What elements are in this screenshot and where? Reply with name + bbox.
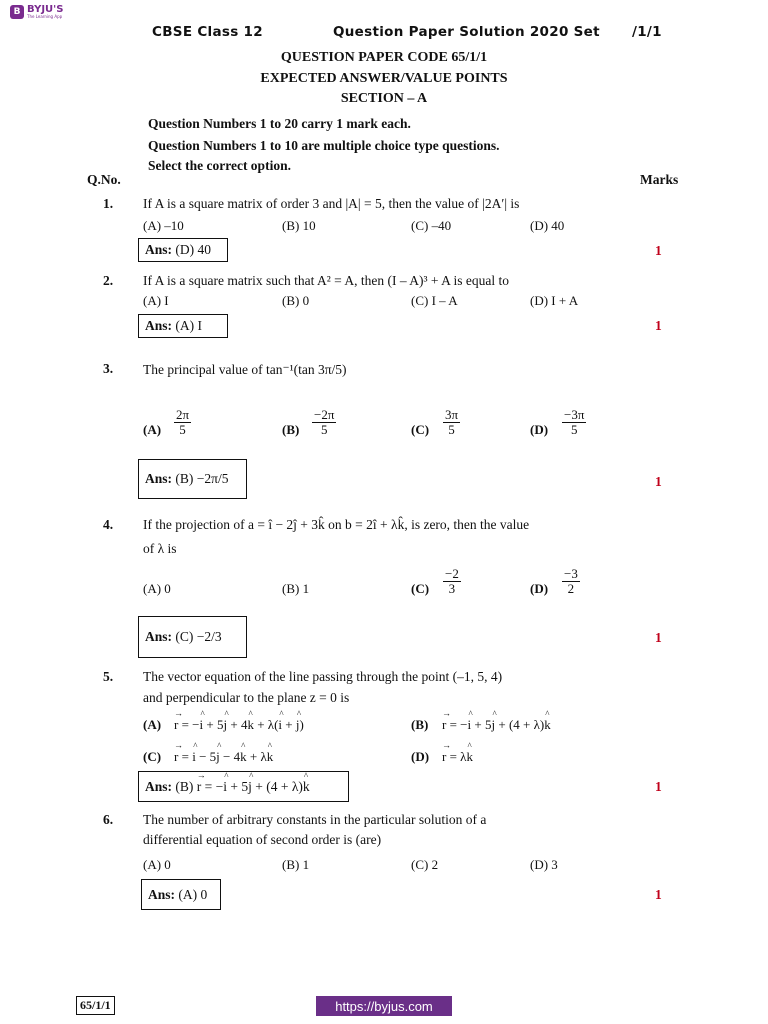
question-text: The vector equation of the line passing through the point (–1, 5, 4) <box>143 669 503 684</box>
answer-equation: → r = −^ i + 5^ j + (4 + λ)^ k <box>197 779 310 795</box>
option-c: (C) <box>143 749 162 764</box>
mark-value: 1 <box>655 887 662 902</box>
option-a: (A) 0 <box>143 857 171 872</box>
option-d: (D) 3 <box>530 857 558 872</box>
question-number: 3. <box>103 361 114 376</box>
answer-label: Ans: <box>145 318 173 333</box>
option-c: (C) <box>411 581 430 596</box>
question-number: 4. <box>103 517 114 532</box>
answer-value: (B) <box>175 778 194 794</box>
option-d: (D) <box>530 422 549 437</box>
byjus-logo-icon: B <box>10 5 24 19</box>
option-c: (C) I – A <box>411 293 458 308</box>
option-d-value: $\frac{-3\pi}{5}$ <box>564 407 585 437</box>
question-text-line-2: of λ is <box>143 541 177 556</box>
option-b: (B) <box>411 717 429 732</box>
option-d: (D) <box>411 749 430 764</box>
option-c-value: $\frac{3\pi}{5}$ <box>445 407 459 437</box>
header-title: Question Paper Solution 2020 Set <box>333 24 600 40</box>
question-text: The principal value of tan⁻¹(tan 3π/5) <box>143 362 347 377</box>
mark-value: 1 <box>655 318 662 333</box>
question-text-line-2: and perpendicular to the plane z = 0 is <box>143 690 350 705</box>
section-title: SECTION – A <box>340 91 428 106</box>
answer-value: (B) −2π/5 <box>175 471 229 486</box>
footer-url-link[interactable]: https://byjus.com <box>316 996 452 1016</box>
instruction-3: Select the correct option. <box>148 158 291 173</box>
answer-box <box>138 616 247 658</box>
option-b-value: → r = −^ i + 5^ j + (4 + λ)^ k <box>442 717 551 733</box>
option-a: (A) –10 <box>143 218 184 233</box>
option-b: (B) 0 <box>282 293 310 308</box>
mark-value: 1 <box>655 630 662 645</box>
option-b: (B) <box>282 422 300 437</box>
question-number: 6. <box>103 812 114 827</box>
question-number: 1. <box>103 196 114 211</box>
question-text: If the projection of a = î − 2ĵ + 3k̂ on b = 2î + λk̂, is zero, then the value <box>143 517 530 532</box>
option-a: (A) <box>143 717 162 732</box>
option-a: (A) I <box>143 293 169 308</box>
option-c: (C) <box>411 422 430 437</box>
option-b-value: $\frac{-2\pi}{5}$ <box>314 407 335 437</box>
option-c: (C) –40 <box>411 218 452 233</box>
question-text: If A is a square matrix of order 3 and |A| = 5, then the value of |2A′| is <box>143 196 520 211</box>
question-text: If A is a square matrix such that A² = A, then (I – A)³ + A is equal to <box>143 273 510 288</box>
question-text-line-2: differential equation of second order is (are) <box>143 832 382 847</box>
instruction-2: Question Numbers 1 to 10 are multiple choice type questions. <box>148 138 500 153</box>
answer-box <box>138 314 228 338</box>
logo-tagline: The Learning App <box>27 14 63 19</box>
footer-paper-code: 65/1/1 <box>76 996 115 1015</box>
answer-value: (A) 0 <box>178 886 208 902</box>
paper-code: QUESTION PAPER CODE 65/1/1 <box>280 50 488 65</box>
answer-label: Ans: <box>145 242 173 257</box>
expected-answers-title: EXPECTED ANSWER/VALUE POINTS <box>260 71 508 86</box>
mark-value: 1 <box>655 779 662 794</box>
option-d: (D) <box>530 581 549 596</box>
answer-label: Ans: <box>145 778 173 794</box>
option-a: (A) <box>143 422 162 437</box>
option-c-value: $\frac{-2}{3}$ <box>445 566 459 596</box>
logo-text: BYJU'S <box>27 4 64 15</box>
answer-label: Ans: <box>145 471 173 486</box>
marks-header: Marks <box>640 172 679 187</box>
option-b: (B) 1 <box>282 581 310 596</box>
byjus-logo <box>10 5 63 19</box>
mark-value: 1 <box>655 474 662 489</box>
answer-box <box>138 771 349 802</box>
question-number: 2. <box>103 273 114 288</box>
option-d-value: → r = λ^ k <box>442 749 473 765</box>
option-d-value: $\frac{-3}{2}$ <box>564 566 578 596</box>
answer-box <box>138 238 228 262</box>
answer-box <box>141 879 221 910</box>
mark-value: 1 <box>655 243 662 258</box>
answer-label: Ans: <box>145 629 173 644</box>
option-c: (C) 2 <box>411 857 439 872</box>
option-b: (B) 10 <box>282 218 316 233</box>
answer-value: (C) −2/3 <box>175 629 222 644</box>
option-d: (D) 40 <box>530 218 565 233</box>
header-class: CBSE Class 12 <box>152 24 263 40</box>
qno-header: Q.No. <box>87 172 121 187</box>
option-b: (B) 1 <box>282 857 310 872</box>
answer-label: Ans: <box>148 886 176 902</box>
answer-value: (D) 40 <box>175 242 212 257</box>
question-number: 5. <box>103 669 114 684</box>
option-d: (D) I + A <box>530 293 579 308</box>
question-text: The number of arbitrary constants in the particular solution of a <box>143 812 487 827</box>
option-a: (A) 0 <box>143 581 171 596</box>
option-c-value: → r = ^ i − 5^ j − 4^ k + λ^ k <box>174 749 273 765</box>
option-a-value: → r = −^ i + 5^ j + 4^ k + λ(^ i + ^ j) <box>174 717 304 733</box>
option-a-value: $\frac{2\pi}{5}$ <box>176 407 190 437</box>
answer-box <box>138 459 247 499</box>
answer-value: (A) I <box>175 318 203 333</box>
header-set: /1/1 <box>632 24 662 40</box>
instruction-1: Question Numbers 1 to 20 carry 1 mark each. <box>148 116 411 131</box>
